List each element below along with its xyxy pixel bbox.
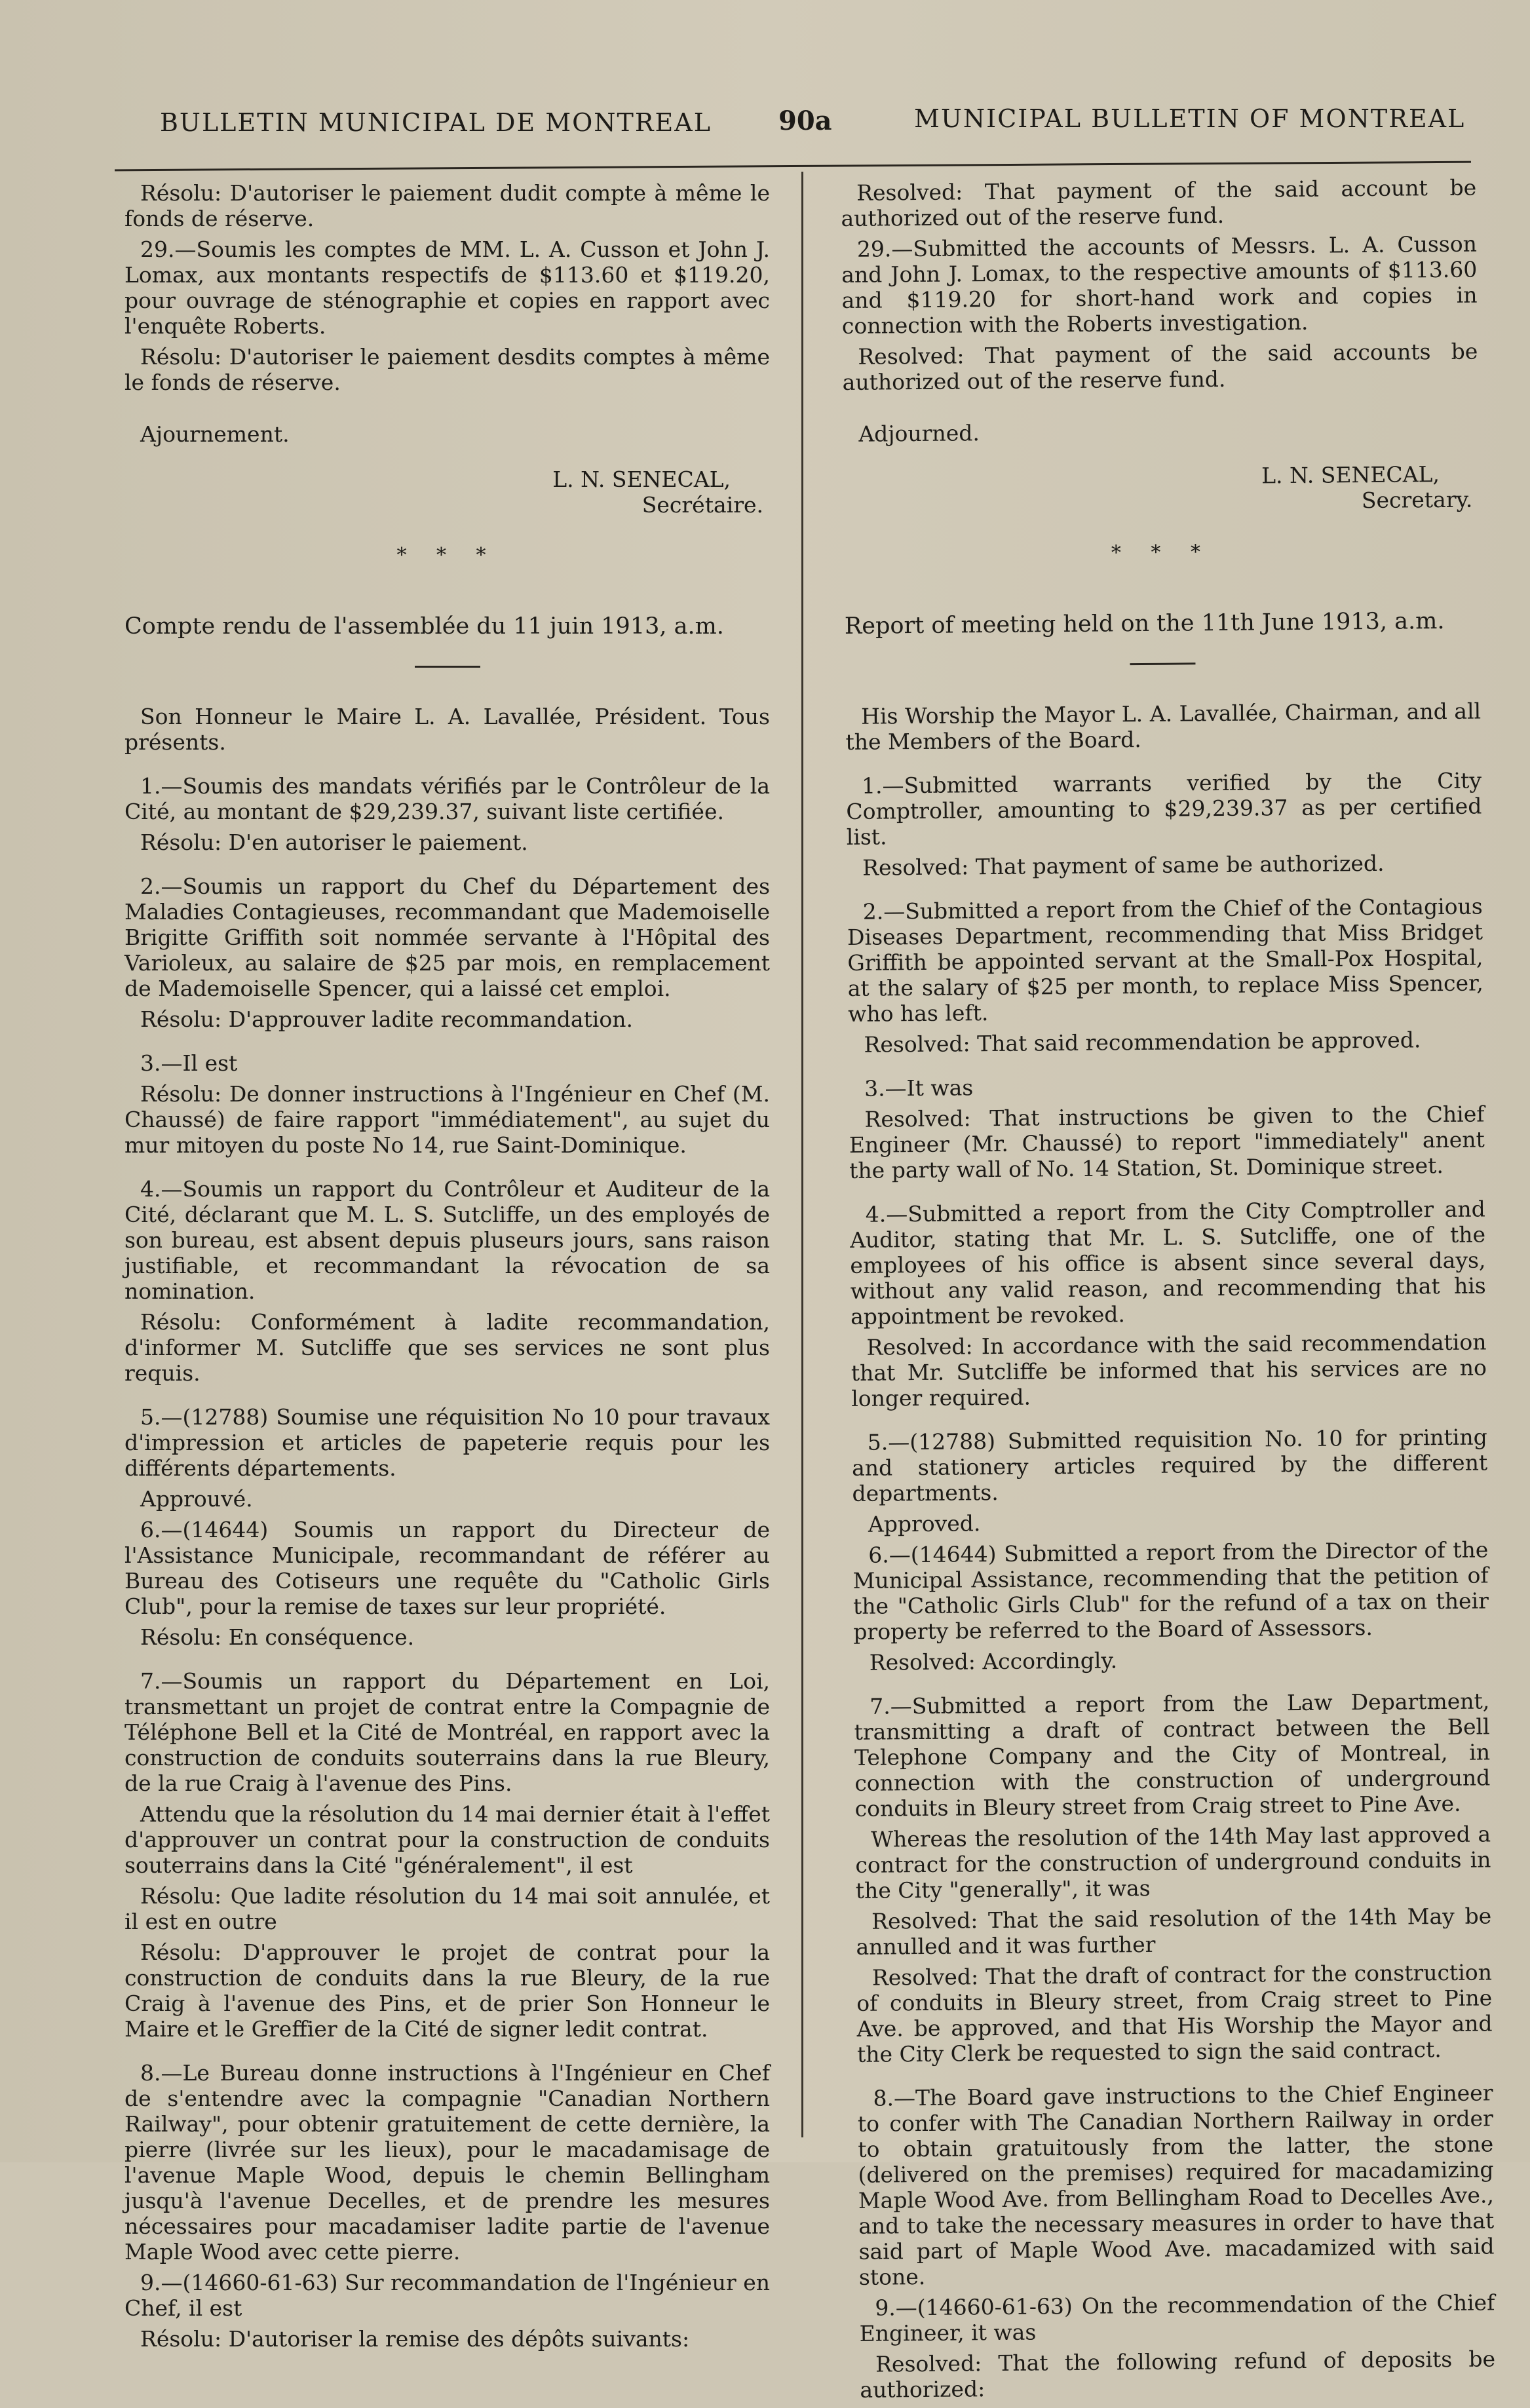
item-4: 4.—Submitted a report from the City Comptroller and Auditor, stating that Mr. L. S. Sutcliffe, one of the employees of his office is absent since several days, without any valid reason, and recommending that his appointment be revoked. [849,1196,1486,1329]
signature-title: Secretary. [1361,486,1473,514]
resolution-paragraph: Resolved: That said recommendation be approved. [864,1027,1421,1058]
resolution-paragraph: Resolved: That the following refund of deposits be authorized: [860,2346,1496,2403]
meeting-heading: Report of meeting held on the 11th June 1913, a.m. [844,607,1445,640]
resolution-paragraph: Resolved: That the said resolution of the 14th May be annulled and it was further [856,1903,1492,1960]
resolution-paragraph: Résolu: Que ladite résolution du 14 mai soit annulée, et il est en outre [124,1883,770,1934]
french-column [124,180,770,2357]
english-column [841,175,1496,2408]
resolution-paragraph: Résolu: D'autoriser le paiement desdits comptes à même le fonds de réserve. [124,344,770,395]
adjournment: Adjourned. [858,420,980,447]
column-divider [801,172,803,2137]
resolution-paragraph: Approved. [868,1510,981,1537]
item-9: 9.—(14660-61-63) On the recommendation of the Chief Engineer, it was [859,2289,1495,2346]
resolution-paragraph: Approuvé. [140,1486,253,1512]
section-separator: * * * [1111,541,1213,565]
item-6: 6.—(14644) Submitted a report from the Director of the Municipal Assistance, recommending that the petition of the "Catholic Girls Club" for the refund of a tax on their property be referred to the Board of Assessors. [852,1537,1489,1645]
heading-rule [1130,662,1195,665]
item-29: 29.—Soumis les comptes de MM. L. A. Cusson et John J. Lomax, aux montants respectifs de $113.60 et $119.20, pour ouvrage de sténographie et copies en rapport avec l'enquête Roberts. [124,237,770,339]
resolution-paragraph: Résolu: De donner instructions à l'Ingénieur en Chef (M. Chaussé) de faire rapport "immédiatement", au sujet du mur mitoyen du poste No 14, rue Saint-Dominique. [124,1081,770,1158]
signature-title: Secrétaire. [641,492,763,518]
item-5: 5.—(12788) Soumise une réquisition No 10 pour travaux d'impression et articles de papeterie requis pour les différents départements. [124,1404,770,1481]
resolution-paragraph: Resolved: That instructions be given to the Chief Engineer (Mr. Chaussé) to report "immediately" anent the party wall of No. 14 Station, St. Dominique street. [849,1101,1485,1183]
whereas-paragraph: Whereas the resolution of the 14th May last approved a contract for the construction of underground conduits in the City "generally", it was [855,1821,1491,1903]
item-7: 7.—Soumis un rapport du Département en Loi, transmettant un projet de contrat entre la Compagnie de Téléphone Bell et la Cité de Montréal, en rapport avec la construction de conduits souterrains dans la rue Bleury, de la rue Craig à l'avenue des Pins. [124,1668,770,1796]
resolution-paragraph: Résolu: En conséquence. [140,1624,415,1650]
meeting-heading: Compte rendu de l'assemblée du 11 juin 1913, a.m. [124,613,724,640]
item-2: 2.—Soumis un rapport du Chef du Département des Maladies Contagieuses, recommandant que Mademoiselle Brigitte Griffith soit nommée servante à l'Hôpital des Varioleux, au salaire de $25 par mois, en remplacement de Mademoiselle Spencer, qui a laissé cet emploi. [124,873,770,1001]
item-1: 1.—Submitted warrants verified by the City Comptroller, amounting to $29,239.37 as per certified list. [846,767,1482,850]
resolution-paragraph: Resolved: That the draft of contract for the construction of conduits in Bleury street, from Craig street to Pine Ave. be approved, and that His Worship the Mayor and the City Clerk be requested to sign the said contract. [856,1959,1493,2067]
item-3: 3.—Il est [140,1050,238,1076]
item-2: 2.—Submitted a report from the Chief of the Contagious Diseases Department, recommending that Miss Bridget Griffith be appointed servant at the Small-Pox Hospital, at the salary of $25 per month, to replace Miss Spencer, who has left. [847,893,1483,1027]
header-english-title: MUNICIPAL BULLETIN OF MONTREAL [914,104,1466,133]
resolution-paragraph: Résolu: D'autoriser le paiement dudit compte à même le fonds de réserve. [124,180,770,231]
header-rule [115,161,1471,172]
heading-rule [415,666,480,668]
resolution-paragraph: Resolved: That payment of same be authorized. [862,850,1385,881]
resolution-paragraph: Resolved: In accordance with the said recommendation that Mr. Sutcliffe be informed that his services are no longer required. [851,1329,1487,1411]
resolution-paragraph: Résolu: D'approuver le projet de contrat pour la construction de conduits dans la rue Bleury, de la rue Craig à l'avenue des Pins, et de prier Son Honneur le Maire et le Greffier de la Cité de signer ledit contrat. [124,1940,770,2042]
item-5: 5.—(12788) Submitted requisition No. 10 for printing and stationery articles required by the different departments. [851,1424,1488,1506]
item-8: 8.—The Board gave instructions to the Chief Engineer to confer with The Canadian Northern Railway in order to obtain gratuitously from the latter, the stone (delivered on the premises) required for macadamizing Maple Wood Ave. from Bellingham Road to Decelles Ave., and to take the necessary measures in order to have that said part of Maple Wood Ave. macadamized with said stone. [857,2080,1495,2290]
resolution-paragraph: Résolu: D'approuver ladite recommandation. [140,1006,633,1032]
resolution-paragraph: Resolved: That payment of the said account be authorized out of the reserve fund. [841,174,1477,231]
attendance: His Worship the Mayor L. A. Lavallée, Chairman, and all the Members of the Board. [845,698,1482,755]
item-1: 1.—Soumis des mandats vérifiés par le Contrôleur de la Cité, au montant de $29,239.37, suivant liste certifiée. [124,773,770,824]
header-french-title: BULLETIN MUNICIPAL DE MONTREAL [160,108,712,137]
resolution-paragraph: Résolu: Conformément à ladite recommandation, d'informer M. Sutcliffe que ses services ne sont plus requis. [124,1309,770,1386]
signature-block [124,467,770,518]
resolution-paragraph: Resolved: That payment of the said accounts be authorized out of the reserve fund. [842,338,1478,395]
signature-name: L. N. SENECAL, [1261,461,1440,489]
attendance: Son Honneur le Maire L. A. Lavallée, Président. Tous présents. [124,704,770,755]
section-separator: * * * [396,544,498,567]
item-4: 4.—Soumis un rapport du Contrôleur et Auditeur de la Cité, déclarant que M. L. S. Sutcliffe, un des employés de son bureau, est absent depuis pluseurs jours, sans raison justifiable, et recommandant la révocation de sa nomination. [124,1176,770,1304]
adjournment: Ajournement. [140,421,290,447]
item-6: 6.—(14644) Soumis un rapport du Directeur de l'Assistance Municipale, recommandant de référer au Bureau des Cotiseurs une requête du "Catholic Girls Club", pour la remise de taxes sur leur propriété. [124,1517,770,1619]
item-8: 8.—Le Bureau donne instructions à l'Ingénieur en Chef de s'entendre avec la compagnie "Canadian Northern Railway", pour obtenir gratuitement de cette dernière, la pierre (livrée sur les lieux), pour le macadamisage de l'avenue Maple Wood, depuis le chemin Bellingham jusqu'à l'avenue Decelles, et de prendre les mesures nécessaires pour macadamiser ladite partie de l'avenue Maple Wood avec cette pierre. [124,2060,770,2265]
item-29: 29.—Submitted the accounts of Messrs. L. A. Cusson and John J. Lomax, to the respective amounts of $113.60 and $119.20 for short-hand work and copies in connection with the Roberts investigation. [841,231,1478,339]
resolution-paragraph: Résolu: D'en autoriser le paiement. [140,830,528,855]
signature-name: L. N. SENECAL, [552,467,731,492]
item-7: 7.—Submitted a report from the Law Department, transmitting a draft of contract between the Bell Telephone Company and the City of Montreal, in connection with the construction of underground conduits in Bleury street from Craig street to Pine Ave. [854,1688,1491,1822]
whereas-paragraph: Attendu que la résolution du 14 mai dernier était à l'effet d'approuver un contrat pour la construction de conduits souterrains dans la Cité "généralement", il est [124,1801,770,1878]
signature-block [843,461,1480,518]
page-number: 90a [778,105,832,136]
resolution-paragraph: Résolu: D'autoriser la remise des dépôts suivants: [140,2326,690,2352]
resolution-paragraph: Resolved: Accordingly. [869,1647,1118,1675]
page-header [0,102,1530,141]
item-9: 9.—(14660-61-63) Sur recommandation de l'Ingénieur en Chef, il est [124,2270,770,2321]
item-3: 3.—It was [864,1075,974,1101]
